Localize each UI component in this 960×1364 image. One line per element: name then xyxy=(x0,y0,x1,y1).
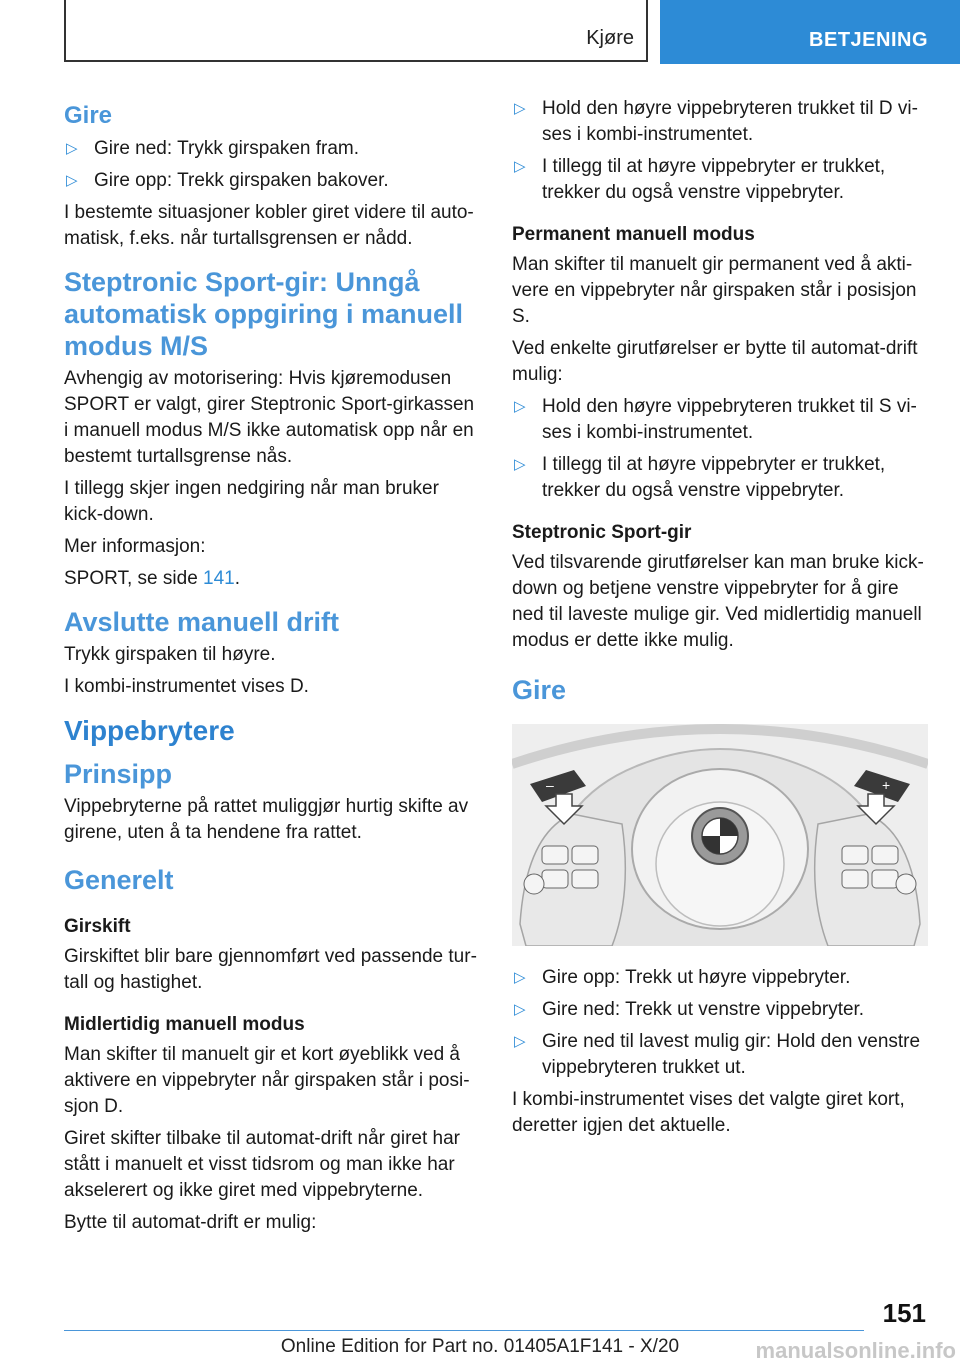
gire-list xyxy=(64,136,479,194)
list-item: ▷ I tillegg til at høyre vippebryter er trukket, trekker du også venstre vippebryter. xyxy=(514,156,886,203)
list-item: ▷ Gire ned: Trykk girspaken fram. xyxy=(64,136,479,162)
gire-paddle-list xyxy=(512,965,928,1081)
steptronic-paragraph-2: I tillegg skjer ingen nedgiring når man bruker kick-down. xyxy=(64,478,439,525)
header-chapter-title: BETJENING xyxy=(809,29,928,51)
paddle-minus-label: – xyxy=(546,777,554,793)
page-link-141[interactable]: 141 xyxy=(203,568,235,589)
prinsipp-paragraph: Vippebryterne på rattet muliggjør hurtig skifte av girene, uten å ta hendene fra rattet. xyxy=(64,796,469,843)
watermark: manualsonline.info xyxy=(755,1338,956,1363)
triangle-bullet-icon: ▷ xyxy=(514,398,526,415)
page-number: 151 xyxy=(882,1298,926,1328)
midlertidig-paragraph-3: Bytte til automat-drift er mulig: xyxy=(64,1212,317,1233)
heading-midlertidig: Midlertidig manuell modus xyxy=(64,1014,305,1035)
permanent-paragraph-2: Ved enkelte girutførelser er bytte til automat-drift mulig: xyxy=(512,338,918,385)
triangle-bullet-icon: ▷ xyxy=(514,158,526,175)
heading-generelt: Generelt xyxy=(64,865,174,895)
triangle-bullet-icon: ▷ xyxy=(66,172,78,189)
sport-reference: SPORT, se side 141. xyxy=(64,568,241,589)
triangle-bullet-icon: ▷ xyxy=(514,1001,526,1018)
midlertidig-paragraph-1: Man skifter til manuelt gir et kort øyeblikk ved å aktivere en vippebryter når girspaken står i posi‐sjon D. xyxy=(64,1044,470,1117)
steptronic-paragraph-1: Avhengig av motorisering: Hvis kjøremodusen SPORT er valgt, girer Steptronic Sport-girkassen i manuell modus M/S ikke automatisk opp når en bestemt turtallsgrense nås. xyxy=(64,368,475,467)
permanent-paragraph-1: Man skifter til manuelt gir permanent ved å akti‐vere en vippebryter når girspaken står i posisjon S. xyxy=(512,254,917,327)
paddle-plus-label: + xyxy=(882,777,891,793)
heading-steptronic-sport-gir: Steptronic Sport-gir xyxy=(512,522,692,543)
triangle-bullet-icon: ▷ xyxy=(514,1033,526,1050)
right-column xyxy=(512,96,928,1145)
heading-avslutte: Avslutte manuell drift xyxy=(64,607,340,637)
header-chapter-tab xyxy=(660,0,960,64)
midlertidig-paragraph-2: Giret skifter tilbake til automat-drift når giret har stått i manuelt et visst tidsrom og man ikke har akselerert og ikke giret med vippebryterne. xyxy=(64,1128,460,1201)
bmw-logo-icon xyxy=(692,808,748,864)
footer-divider xyxy=(64,1330,864,1331)
auto-drift-list xyxy=(512,96,928,206)
heading-gire: Gire xyxy=(64,102,113,129)
heading-vippebrytere: Vippebrytere xyxy=(64,715,235,746)
heading-prinsipp: Prinsipp xyxy=(64,759,173,789)
header-section-title: Kjøre xyxy=(586,27,634,49)
footer-edition: Online Edition for Part no. 01405A1F141 - X/20 xyxy=(280,1336,680,1357)
steering-wheel-illustration xyxy=(512,724,928,946)
triangle-bullet-icon: ▷ xyxy=(514,100,526,117)
final-paragraph: I kombi-instrumentet vises det valgte giret kort, deretter igjen det aktuelle. xyxy=(512,1089,905,1136)
avslutte-paragraph-2: I kombi-instrumentet vises D. xyxy=(64,676,309,697)
header-section-box xyxy=(64,0,648,62)
heading-steptronic-sport: Steptronic Sport-gir: Unngå automatisk oppgiring i manuell modus M/S xyxy=(64,267,464,361)
steptronic-paragraph: Ved tilsvarende girutførelser kan man bruke kick-down og betjene venstre vippebryter for å gire ned til laveste mulige gir. Ved midlertidig manuell modus er dette ikke mulig. xyxy=(512,552,924,651)
list-item: ▷ Gire ned til lavest mulig gir: Hold den venstre vippebryteren trukket ut. xyxy=(514,1031,921,1078)
list-item: ▷ Hold den høyre vippebryteren trukket til S vi‐ses i kombi-instrumentet. xyxy=(514,396,917,443)
steptronic-paragraph-3: Mer informasjon: xyxy=(64,536,206,557)
list-item: ▷ Gire ned: Trekk ut venstre vippebryter. xyxy=(512,997,928,1023)
page-header xyxy=(0,0,960,66)
list-item: ▷ I tillegg til at høyre vippebryter er trukket, trekker du også venstre vippebryter. xyxy=(514,454,886,501)
list-item: ▷ Gire opp: Trekk ut høyre vippebryter. xyxy=(512,965,928,991)
avslutte-paragraph-1: Trykk girspaken til høyre. xyxy=(64,644,276,665)
triangle-bullet-icon: ▷ xyxy=(514,456,526,473)
heading-permanent: Permanent manuell modus xyxy=(512,224,755,245)
heading-gire-right: Gire xyxy=(512,675,567,705)
girskift-paragraph: Girskiftet blir bare gjennomført ved passende tur‐tall og hastighet. xyxy=(64,946,477,993)
list-item: ▷ Hold den høyre vippebryteren trukket til D vi‐ses i kombi-instrumentet. xyxy=(514,98,918,145)
gire-paragraph: I bestemte situasjoner kobler giret videre til auto‐matisk, f.eks. når turtallsgrensen er nådd. xyxy=(64,202,474,249)
list-item: ▷ Gire opp: Trekk girspaken bakover. xyxy=(64,168,479,194)
left-column xyxy=(64,96,479,1242)
permanent-list xyxy=(512,394,928,504)
heading-girskift: Girskift xyxy=(64,916,131,937)
triangle-bullet-icon: ▷ xyxy=(514,969,526,986)
triangle-bullet-icon: ▷ xyxy=(66,140,78,157)
